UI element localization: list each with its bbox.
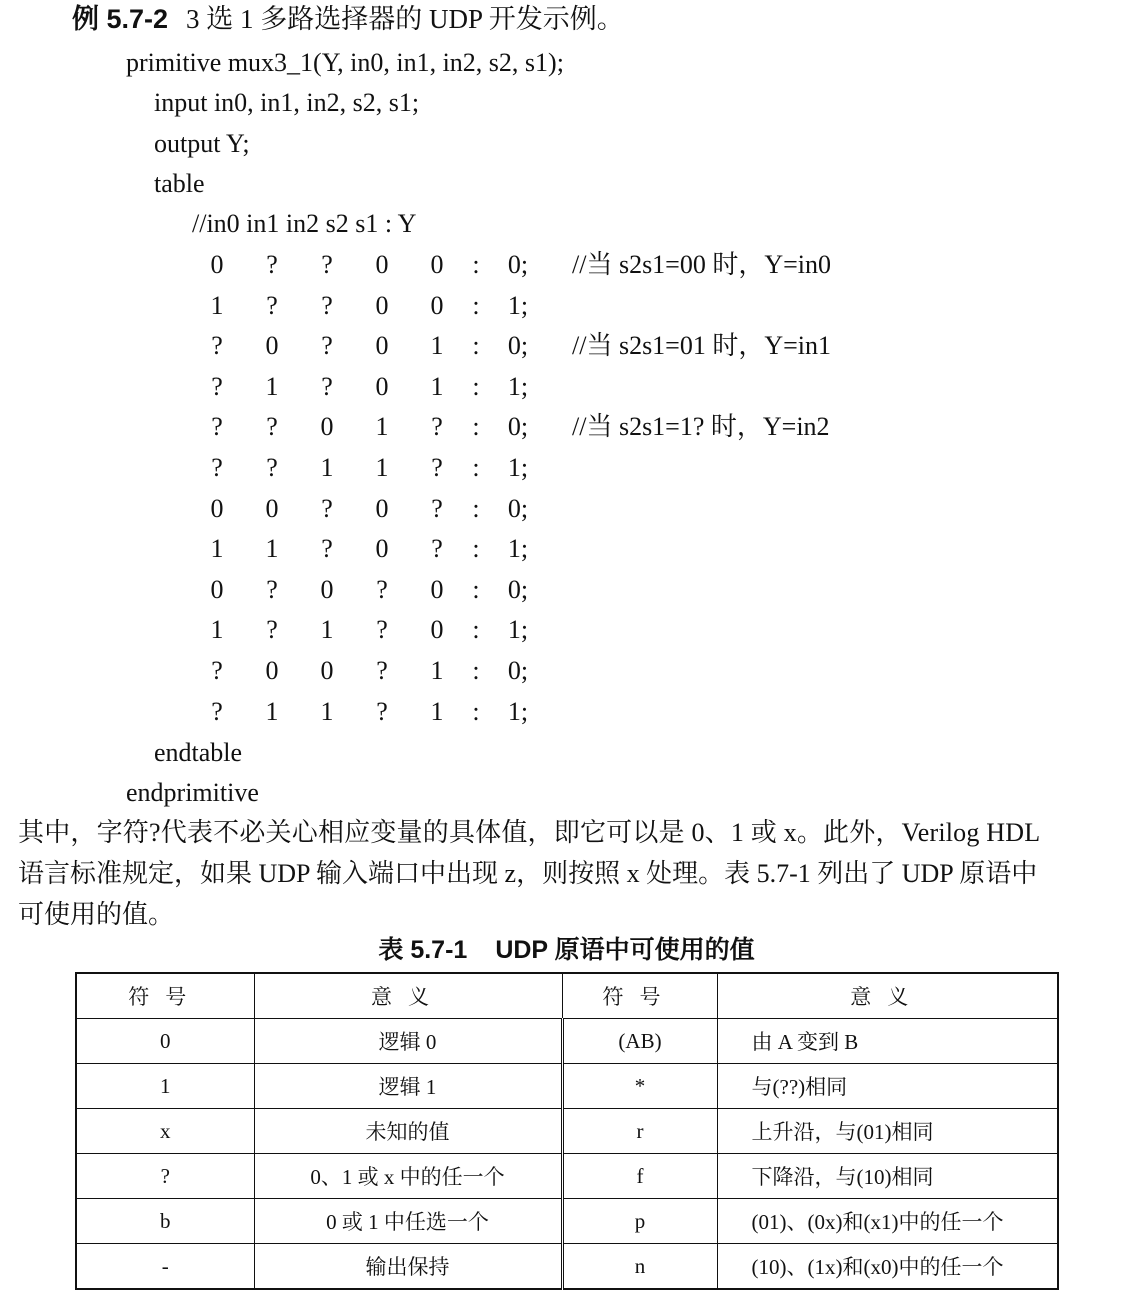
row-comment: //当 s2s1=01 时，Y=in1 xyxy=(572,331,832,361)
meaning-cell: 输出保持 xyxy=(254,1244,562,1290)
row-output: 1; xyxy=(507,290,529,320)
row-input: 0 xyxy=(375,331,389,361)
header-symbol: 符号 xyxy=(76,973,254,1019)
row-input: ? xyxy=(266,453,278,482)
paragraph-line: 语言标准规定，如果 UDP 输入端口中出现 z，则按照 x 处理。表 5.7-1 列出了 UDP 原语中 xyxy=(18,859,1038,888)
example-title: 3 选 1 多路选择器的 UDP 开发示例。 xyxy=(186,4,624,34)
row-output: 1; xyxy=(507,371,529,401)
symbol-cell: 1 xyxy=(76,1064,254,1109)
code-line: table xyxy=(154,169,205,198)
row-input: 0 xyxy=(265,656,279,685)
meaning-cell: 上升沿，与(01)相同 xyxy=(717,1109,1058,1154)
symbol-cell: x xyxy=(76,1109,254,1154)
row-input: ? xyxy=(321,290,333,320)
table-caption xyxy=(0,938,1133,963)
header-symbol: 符号 xyxy=(562,973,717,1019)
row-input: ? xyxy=(376,656,388,685)
row-input: ? xyxy=(266,250,278,279)
example-label: 例 5.7-2 xyxy=(72,4,169,34)
row-input: 0 xyxy=(375,290,389,320)
row-separator: : xyxy=(472,250,480,279)
paragraph-line: 可使用的值。 xyxy=(18,900,175,929)
meaning-cell: 逻辑 0 xyxy=(254,1019,562,1064)
row-input: 1 xyxy=(210,534,224,564)
row-input: ? xyxy=(321,493,333,523)
code-line: endtable xyxy=(154,738,243,767)
header-meaning: 意义 xyxy=(254,973,562,1019)
table-row xyxy=(76,1244,1058,1290)
row-input: ? xyxy=(266,290,278,320)
row-input: 0 xyxy=(265,331,279,361)
table-row xyxy=(76,1109,1058,1154)
row-input: 1 xyxy=(430,656,444,685)
row-separator: : xyxy=(472,331,480,361)
row-output: 0; xyxy=(507,493,529,523)
row-input: 0 xyxy=(430,250,444,279)
symbol-cell: - xyxy=(76,1244,254,1290)
row-separator: : xyxy=(472,493,480,523)
code-line: input in0, in1, in2, s2, s1; xyxy=(154,88,420,117)
row-input: ? xyxy=(431,412,443,442)
meaning-cell: 0 或 1 中任选一个 xyxy=(254,1199,562,1244)
symbol-cell: b xyxy=(76,1199,254,1244)
row-input: 1 xyxy=(265,371,279,401)
row-input: ? xyxy=(376,574,388,604)
code-line: output Y; xyxy=(154,129,250,158)
code-line: endprimitive xyxy=(126,778,259,807)
row-input: 0 xyxy=(210,493,224,523)
meaning-cell: (10)、(1x)和(x0)中的任一个 xyxy=(717,1244,1058,1290)
row-separator: : xyxy=(472,371,480,401)
row-input: 0 xyxy=(430,290,444,320)
symbol-cell: (AB) xyxy=(562,1019,717,1064)
example-heading xyxy=(72,6,624,33)
row-input: 0 xyxy=(430,574,444,604)
table-caption-title: UDP 原语中可使用的值 xyxy=(495,936,755,964)
row-input: ? xyxy=(431,493,443,523)
row-separator: : xyxy=(472,615,480,645)
header-meaning: 意义 xyxy=(717,973,1058,1019)
row-input: 1 xyxy=(320,453,334,482)
row-separator: : xyxy=(472,696,480,726)
table-row xyxy=(76,1064,1058,1109)
row-separator: : xyxy=(472,412,480,442)
row-input: 0 xyxy=(210,574,224,604)
table-caption-number: 表 5.7-1 xyxy=(378,936,468,964)
row-input: 1 xyxy=(430,331,444,361)
row-input: 0 xyxy=(320,574,334,604)
row-output: 0; xyxy=(507,331,529,361)
meaning-cell: 下降沿，与(10)相同 xyxy=(717,1154,1058,1199)
table-header-row xyxy=(76,973,1058,1019)
code-comment-header: //in0 in1 in2 s2 s1 : Y xyxy=(192,209,417,238)
table-row xyxy=(76,1199,1058,1244)
meaning-cell: (01)、(0x)和(x1)中的任一个 xyxy=(717,1199,1058,1244)
row-input: 1 xyxy=(265,534,279,564)
row-input: ? xyxy=(376,696,388,726)
table-row xyxy=(76,1154,1058,1199)
code-line: primitive mux3_1(Y, in0, in1, in2, s2, s1); xyxy=(126,48,564,77)
meaning-cell: 未知的值 xyxy=(254,1109,562,1154)
row-input: ? xyxy=(266,615,278,645)
row-input: ? xyxy=(431,453,443,482)
row-output: 1; xyxy=(507,534,529,564)
row-separator: : xyxy=(472,656,480,685)
row-input: 1 xyxy=(430,371,444,401)
row-input: ? xyxy=(266,412,278,442)
row-input: ? xyxy=(321,371,333,401)
row-input: ? xyxy=(431,534,443,564)
row-input: ? xyxy=(211,696,223,726)
row-output: 0; xyxy=(507,656,529,685)
row-input: 0 xyxy=(320,656,334,685)
row-input: ? xyxy=(266,574,278,604)
row-comment: //当 s2s1=00 时，Y=in0 xyxy=(572,250,832,279)
row-input: ? xyxy=(321,534,333,564)
row-input: 1 xyxy=(430,696,444,726)
row-input: ? xyxy=(321,250,333,279)
row-input: ? xyxy=(321,331,333,361)
row-input: 1 xyxy=(375,453,389,482)
row-input: ? xyxy=(211,453,223,482)
row-separator: : xyxy=(472,574,480,604)
row-input: ? xyxy=(211,331,223,361)
table-row xyxy=(76,1019,1058,1064)
paragraph-line: 其中，字符?代表不必关心相应变量的具体值，即它可以是 0、1 或 x。此外，Verilog HDL xyxy=(18,818,1041,847)
symbol-cell: f xyxy=(562,1154,717,1199)
symbol-cell: r xyxy=(562,1109,717,1154)
row-input: 1 xyxy=(320,615,334,645)
row-input: 0 xyxy=(375,371,389,401)
symbol-cell: n xyxy=(562,1244,717,1290)
row-separator: : xyxy=(472,453,480,482)
row-input: 1 xyxy=(265,696,279,726)
symbol-cell: * xyxy=(562,1064,717,1109)
row-input: 0 xyxy=(375,250,389,279)
row-output: 1; xyxy=(507,453,529,482)
meaning-cell: 逻辑 1 xyxy=(254,1064,562,1109)
row-input: 1 xyxy=(210,290,224,320)
row-input: ? xyxy=(211,412,223,442)
symbol-cell: 0 xyxy=(76,1019,254,1064)
symbol-cell: p xyxy=(562,1199,717,1244)
row-input: 1 xyxy=(375,412,389,442)
udp-values-table xyxy=(75,972,1059,1290)
row-output: 0; xyxy=(507,574,529,604)
row-comment: //当 s2s1=1? 时，Y=in2 xyxy=(572,412,830,442)
row-separator: : xyxy=(472,290,480,320)
meaning-cell: 0、1 或 x 中的任一个 xyxy=(254,1154,562,1199)
row-separator: : xyxy=(472,534,480,564)
row-output: 1; xyxy=(507,615,529,645)
row-input: 1 xyxy=(320,696,334,726)
row-input: 0 xyxy=(320,412,334,442)
row-output: 0; xyxy=(507,250,529,279)
row-input: 0 xyxy=(210,250,224,279)
row-input: ? xyxy=(376,615,388,645)
row-output: 1; xyxy=(507,696,529,726)
row-input: 0 xyxy=(265,493,279,523)
row-input: ? xyxy=(211,656,223,685)
row-output: 0; xyxy=(507,412,529,442)
row-input: 1 xyxy=(210,615,224,645)
meaning-cell: 与(??)相同 xyxy=(717,1064,1058,1109)
row-input: ? xyxy=(211,371,223,401)
row-input: 0 xyxy=(375,493,389,523)
symbol-cell: ? xyxy=(76,1154,254,1199)
row-input: 0 xyxy=(375,534,389,564)
row-input: 0 xyxy=(430,615,444,645)
body-paragraph xyxy=(18,812,1118,935)
meaning-cell: 由 A 变到 B xyxy=(717,1019,1058,1064)
